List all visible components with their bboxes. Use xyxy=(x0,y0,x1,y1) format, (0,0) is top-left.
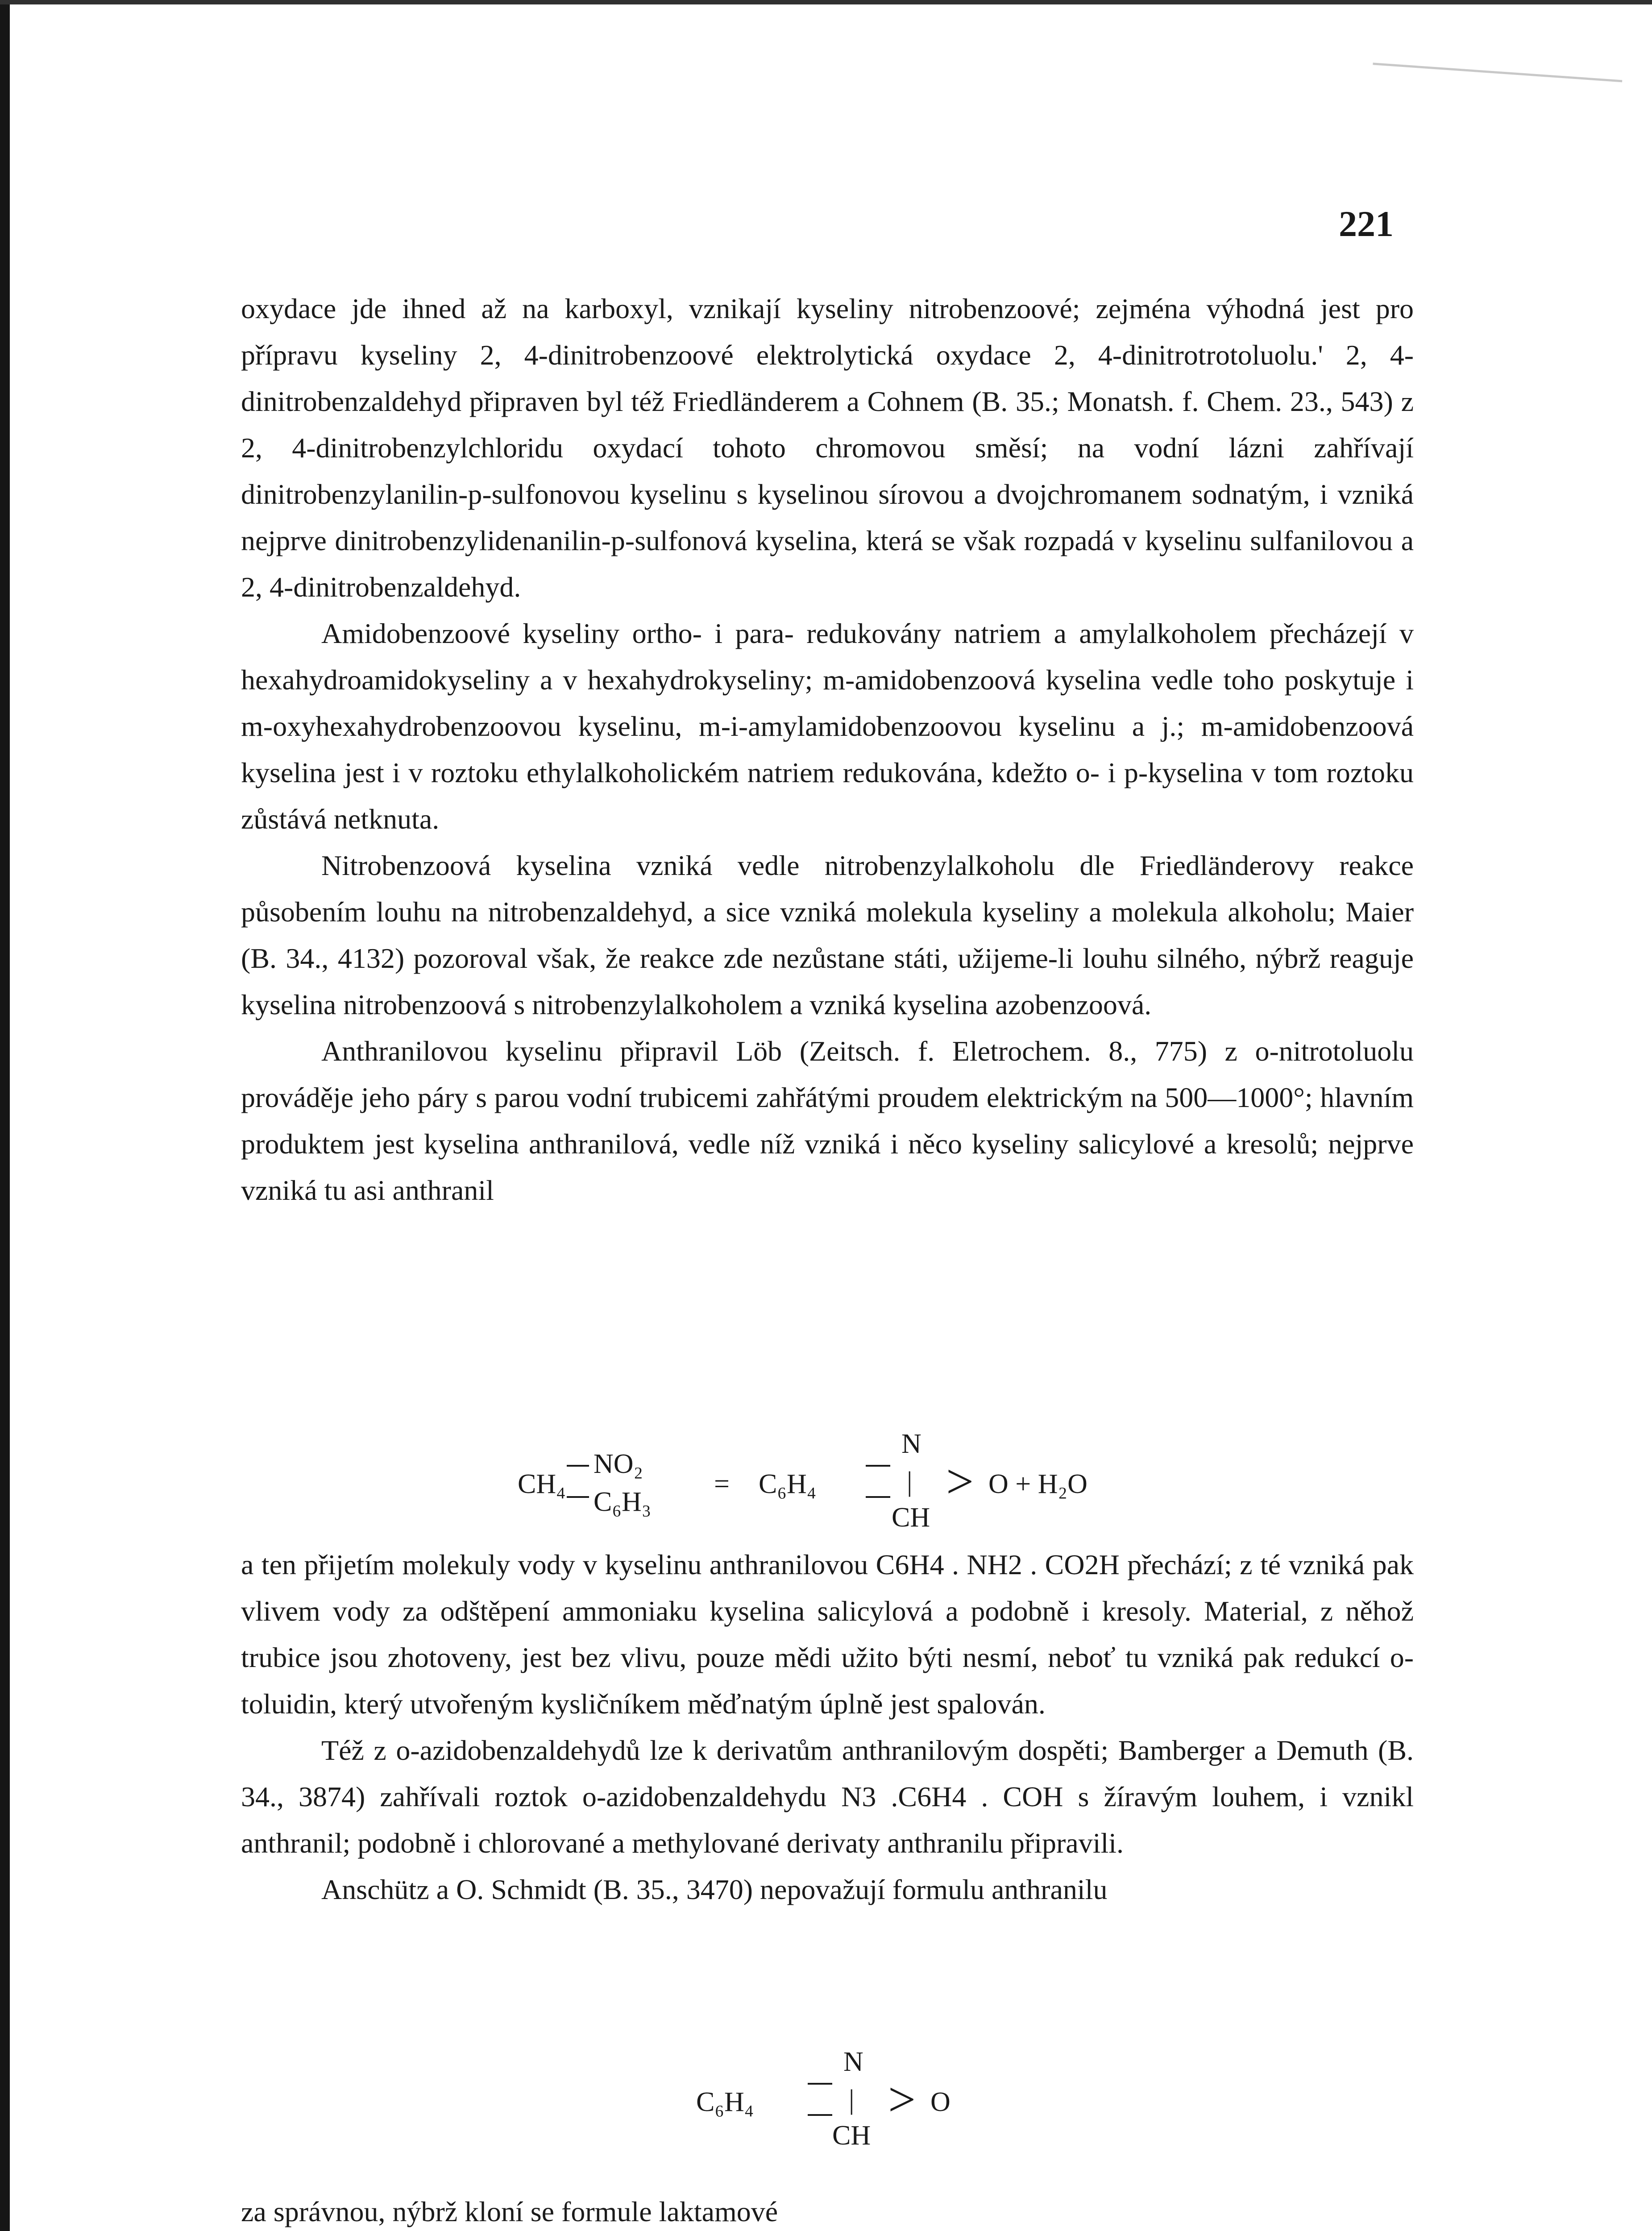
paragraph: Nitrobenzoová kyselina vzniká vedle nitrobenzylalkoholu dle Friedländerovy reakce působením louhu na nitrobenzaldehyd, a sice vzniká molekula kyseliny a molekula alkoholu; Maier (B. 34., 4132) pozoroval však, že reakce zde nezůstane státi, užijeme-li louhu silného, nýbrž reaguje kyselina nitrobenzoová s nitrobenzylalkoholem a vzniká kyselina azobenzoová. xyxy=(241,850,1414,1020)
formula-o: O xyxy=(930,2087,951,2117)
paragraph: Amidobenzoové kyseliny ortho- i para- redukovány natriem a amylalkoholem přecházejí v hexahydroamidokyseliny a v hexahydrokyseliny; m-amidobenzoová kyselina vedle toho poskytuje i m-oxyhexahydrobenzoovou kyselinu, m-i-amylamidobenzoovou kyselinu a j.; m-amidobenzoová kyselina jest i v roztoku ethylalkoholickém natriem redukována, kdežto o- i p-kyselina v tom roztoku zůstává netknuta. xyxy=(241,618,1414,835)
paragraph: a ten přijetím molekuly vody v kyselinu anthranilovou C6H4 . NH2 . CO2H přechází; z té vzniká pak vlivem vody za odštěpení ammoniaku kyselina salicylová a podobně i kresoly. Material, z něhož trubice jsou zhotoveny, jest bez vlivu, pouze mědi užito býti nesmí, neboť tu vzniká pak redukcí o-toluidin, který utvořeným kysličníkem měďnatým úplně jest spalován. xyxy=(241,1549,1414,1720)
formula-c6h3: C₆H₃ xyxy=(594,1487,652,1517)
formula-anthranil-formation xyxy=(518,1430,1187,1537)
page-corner-shadow xyxy=(1373,9,1626,83)
text-block-upper xyxy=(241,286,1414,1214)
paragraph: Anschütz a O. Schmidt (B. 35., 3470) nepovažují formulu anthranilu xyxy=(321,1874,1108,1905)
formula-ch: CH xyxy=(832,2120,871,2151)
formula-ch: CH xyxy=(892,1502,930,1533)
paragraph: Též z o-azidobenzaldehydů lze k derivatům anthranilovým dospěti; Bamberger a Demuth (B. 34., 3874) zahřívali roztok o-azidobenzaldehydu N3 .C6H4 . COH s žíravým louhem, i vznikl anthranil; podobně i chlorované a methylované derivaty anthranilu připravili. xyxy=(241,1734,1414,1859)
formula-c6h4: C₆H₄ xyxy=(696,2087,754,2117)
formula-angle: > xyxy=(888,2072,916,2127)
formula-bond-lines xyxy=(518,1430,1187,1537)
page-number: 221 xyxy=(1339,203,1394,244)
text-block-middle xyxy=(241,1542,1414,1913)
formula-n: N xyxy=(901,1429,921,1459)
paragraph: za správnou, nýbrž kloní se formule laktamové xyxy=(241,2196,778,2227)
formula-bond-vertical: | xyxy=(907,1467,913,1497)
formula-n: N xyxy=(843,2047,863,2077)
formula-bond-lines xyxy=(696,2048,1009,2155)
paragraph: Anthranilovou kyselinu připravil Löb (Zeitsch. f. Eletrochem. 8., 775) z o-nitrotoluolu prováděje jeho páry s parou vodní trubicemi zahřátými proudem elektrickým na 500—1000°; hlavním produktem jest kyselina anthranilová, vedle níž vzniká i něco kyseliny salicylové a kresolů; nejprve vzniká tu asi anthranil xyxy=(241,1035,1414,1206)
formula-equals: = xyxy=(714,1469,730,1499)
formula-no2: NO₂ xyxy=(594,1449,643,1479)
formula-anthranil xyxy=(696,2048,1009,2155)
formula-angle: > xyxy=(946,1454,974,1509)
formula-o-plus-water: O + H₂O xyxy=(988,1469,1087,1499)
formula-bond-vertical: | xyxy=(849,2085,855,2115)
page-edge-top xyxy=(0,0,1652,4)
paragraph: oxydace jde ihned až na karboxyl, vznikají kyseliny nitrobenzoové; zejména výhodná jest pro přípravu kyseliny 2, 4-dinitrobenzoové elektrolytická oxydace 2, 4-dinitrotrotoluolu.' 2, 4-dinitrobenzaldehyd připraven byl též Friedländerem a Cohnem (B. 35.; Monatsh. f. Chem. 23., 543) z 2, 4-dinitrobenzylchloridu oxydací tohoto chromovou směsí; na vodní lázni zahřívají dinitrobenzylanilin-p-sulfonovou kyselinu s kyselinou sírovou a dvojchromanem sodnatým, i vzniká nejprve dinitrobenzylidenanilin-p-sulfonová kyselina, která se však rozpadá v kyselinu sulfanilovou a 2, 4-dinitrobenzaldehyd. xyxy=(241,293,1414,603)
text-block-lower xyxy=(241,2189,1414,2231)
page-edge-left xyxy=(0,0,10,2231)
formula-c6h4: C₆H₄ xyxy=(759,1469,817,1499)
formula-ch4: CH₄ xyxy=(518,1469,566,1499)
